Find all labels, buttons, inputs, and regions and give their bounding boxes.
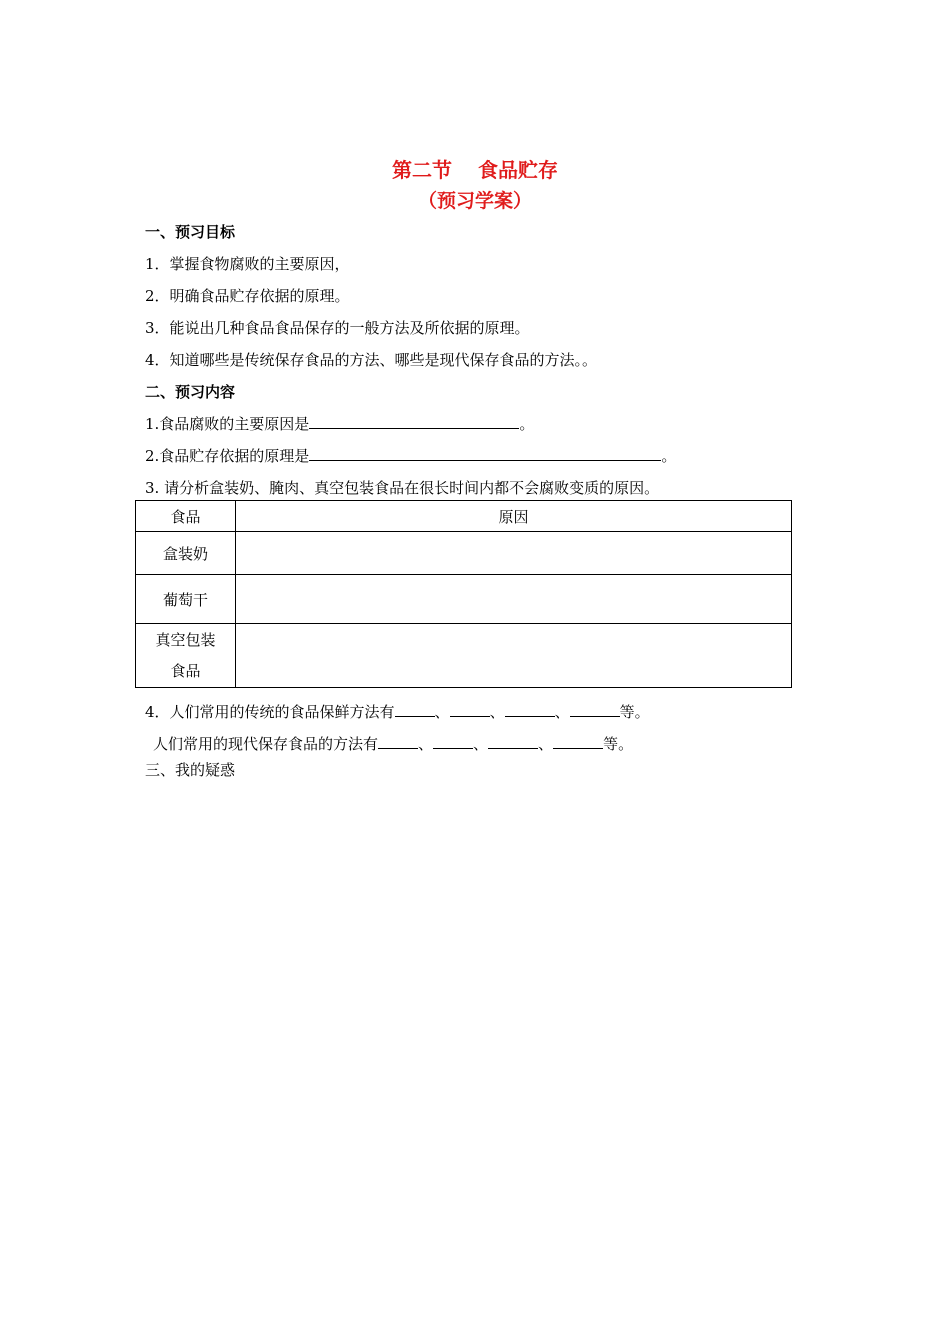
answer-blank[interactable] (378, 734, 418, 749)
goal-item-3: 3．能说出几种食品食品保存的一般方法及所依据的原理。 (145, 319, 530, 337)
analysis-table (135, 500, 792, 688)
answer-blank[interactable] (570, 702, 620, 717)
question-1 (145, 414, 534, 434)
table-header-row (136, 501, 792, 532)
question-4b-prefix: 人们常用的现代保存食品的方法有 (153, 735, 379, 753)
table-header-food: 食品 (136, 501, 236, 532)
table-row (136, 532, 792, 575)
answer-blank[interactable] (505, 702, 555, 717)
answer-blank[interactable] (395, 702, 435, 717)
question-4 (145, 702, 650, 722)
page-title (0, 154, 950, 183)
goal-item-4: 4．知道哪些是传统保存食品的方法、哪些是现代保存食品的方法。。 (145, 351, 598, 369)
table-cell-food: 盒装奶 (136, 532, 236, 575)
goal-item-1: 1．掌握食物腐败的主要原因， (145, 255, 350, 273)
table-cell-food-line1: 真空包装 (155, 630, 216, 649)
question-2-text: 2.食品贮存依据的原理是 (145, 447, 310, 465)
table-cell-reason[interactable] (236, 624, 792, 688)
question-4-end: 等。 (619, 703, 650, 721)
question-1-text: 1.食品腐败的主要原因是 (145, 415, 310, 433)
answer-blank[interactable] (433, 734, 473, 749)
table-cell-food: 葡萄干 (136, 575, 236, 624)
goals-heading: 一、预习目标 (145, 223, 236, 241)
question-4-prefix: 4．人们常用的传统的食品保鲜方法有 (145, 703, 395, 721)
table-row (136, 624, 792, 688)
goal-item-2: 2．明确食品贮存依据的原理。 (145, 287, 350, 305)
title-section: 第二节 (392, 158, 452, 182)
answer-blank[interactable] (450, 702, 490, 717)
title-name: 食品贮存 (478, 158, 558, 182)
answer-blank[interactable] (553, 734, 603, 749)
separator: 、 (418, 735, 434, 753)
separator: 、 (538, 735, 554, 753)
question-1-end: 。 (519, 415, 535, 433)
separator: 、 (554, 703, 570, 721)
table-row (136, 575, 792, 624)
answer-blank[interactable] (488, 734, 538, 749)
table-cell-reason[interactable] (236, 575, 792, 624)
question-3: 3. 请分析盒装奶、腌肉、真空包装食品在很长时间内都不会腐败变质的原因。 (145, 479, 660, 497)
page-subtitle: （预习学案） (417, 190, 532, 212)
doubts-heading: 三、我的疑惑 (145, 761, 236, 779)
table-cell-reason[interactable] (236, 532, 792, 575)
answer-blank[interactable] (309, 446, 661, 461)
separator: 、 (473, 735, 489, 753)
separator: 、 (434, 703, 450, 721)
question-4b-end: 等。 (603, 735, 634, 753)
question-4b (153, 734, 633, 754)
content-heading: 二、预习内容 (145, 383, 236, 401)
separator: 、 (489, 703, 505, 721)
table-cell-food (136, 624, 236, 688)
answer-blank[interactable] (309, 414, 519, 429)
question-2 (145, 446, 676, 466)
question-2-end: 。 (661, 447, 677, 465)
table-cell-food-line2: 食品 (170, 661, 201, 680)
table-header-reason: 原因 (236, 501, 792, 532)
